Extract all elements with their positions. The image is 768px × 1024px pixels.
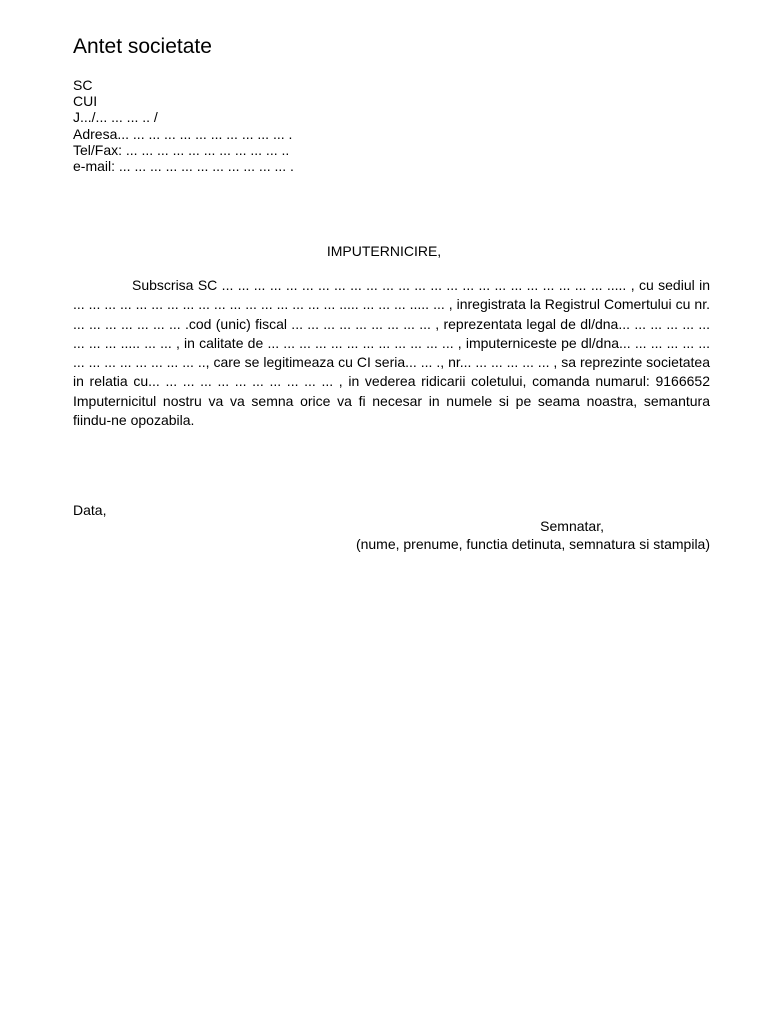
company-email-line: e-mail: ... ... ... ... ... ... ... ... ... ... ... .	[73, 158, 294, 175]
company-telfax-line: Tel/Fax: ... ... ... ... ... ... ... ... ... ... ..	[73, 141, 290, 158]
document-title: IMPUTERNICIRE,	[326, 243, 442, 259]
company-sc-line: SC	[73, 77, 93, 93]
company-address-line: Adresa... ... ... ... ... ... ... ... ... ... ... .	[73, 125, 293, 142]
company-details	[73, 77, 294, 174]
signature-label: Semnatar,	[540, 518, 604, 534]
signature-block	[356, 517, 710, 553]
company-registry-line: J.../... ... ... .. /	[73, 109, 158, 126]
company-cui-line: CUI	[73, 93, 98, 110]
authorization-paragraph: Subscrisa SC ... ... ... ... ... ... ... ... ... ... ... ... ... ... ... ... ... ... ... ... ... ... ... ... ..... , cu sediul in ... ... ... ... ... ... ... ... ... ... ... ... ... ... ... ... ... ..... ... ... ... ..... ... , inregistrata la Registrul Comertului cu nr. ... ... ... ... ... ... ... .cod (unic) fiscal ... ... ... ... ... ... ... ... ... , reprezentata legal de dl/dna... ... ... ... ... ... ... ... ... ..... ... ... , in calitate de ... ... ... ... ... ... ... ... ... ... ... ... , imputerniceste pe dl/dna... ... ... ... ... ... ... ... ... ... ... ... ... ... .., care se legitimeaza cu CI seria... ... ., nr... ... ... ... ... ... , sa reprezinte societatea in relatia cu... ... ... ... ... ... ... ... ... ... ... , in vederea ridicarii coletului, comanda numarul: 9166652 Imputernicitul nostru va va semna orice va fi necesar in numele si pe seama noastra, semantura fiindu-ne opozabila.	[73, 277, 710, 429]
date-label: Data,	[73, 502, 107, 518]
signature-note: (nume, prenume, functia detinuta, semnatura si stampila)	[355, 536, 710, 552]
header-title: Antet societate	[73, 35, 212, 58]
